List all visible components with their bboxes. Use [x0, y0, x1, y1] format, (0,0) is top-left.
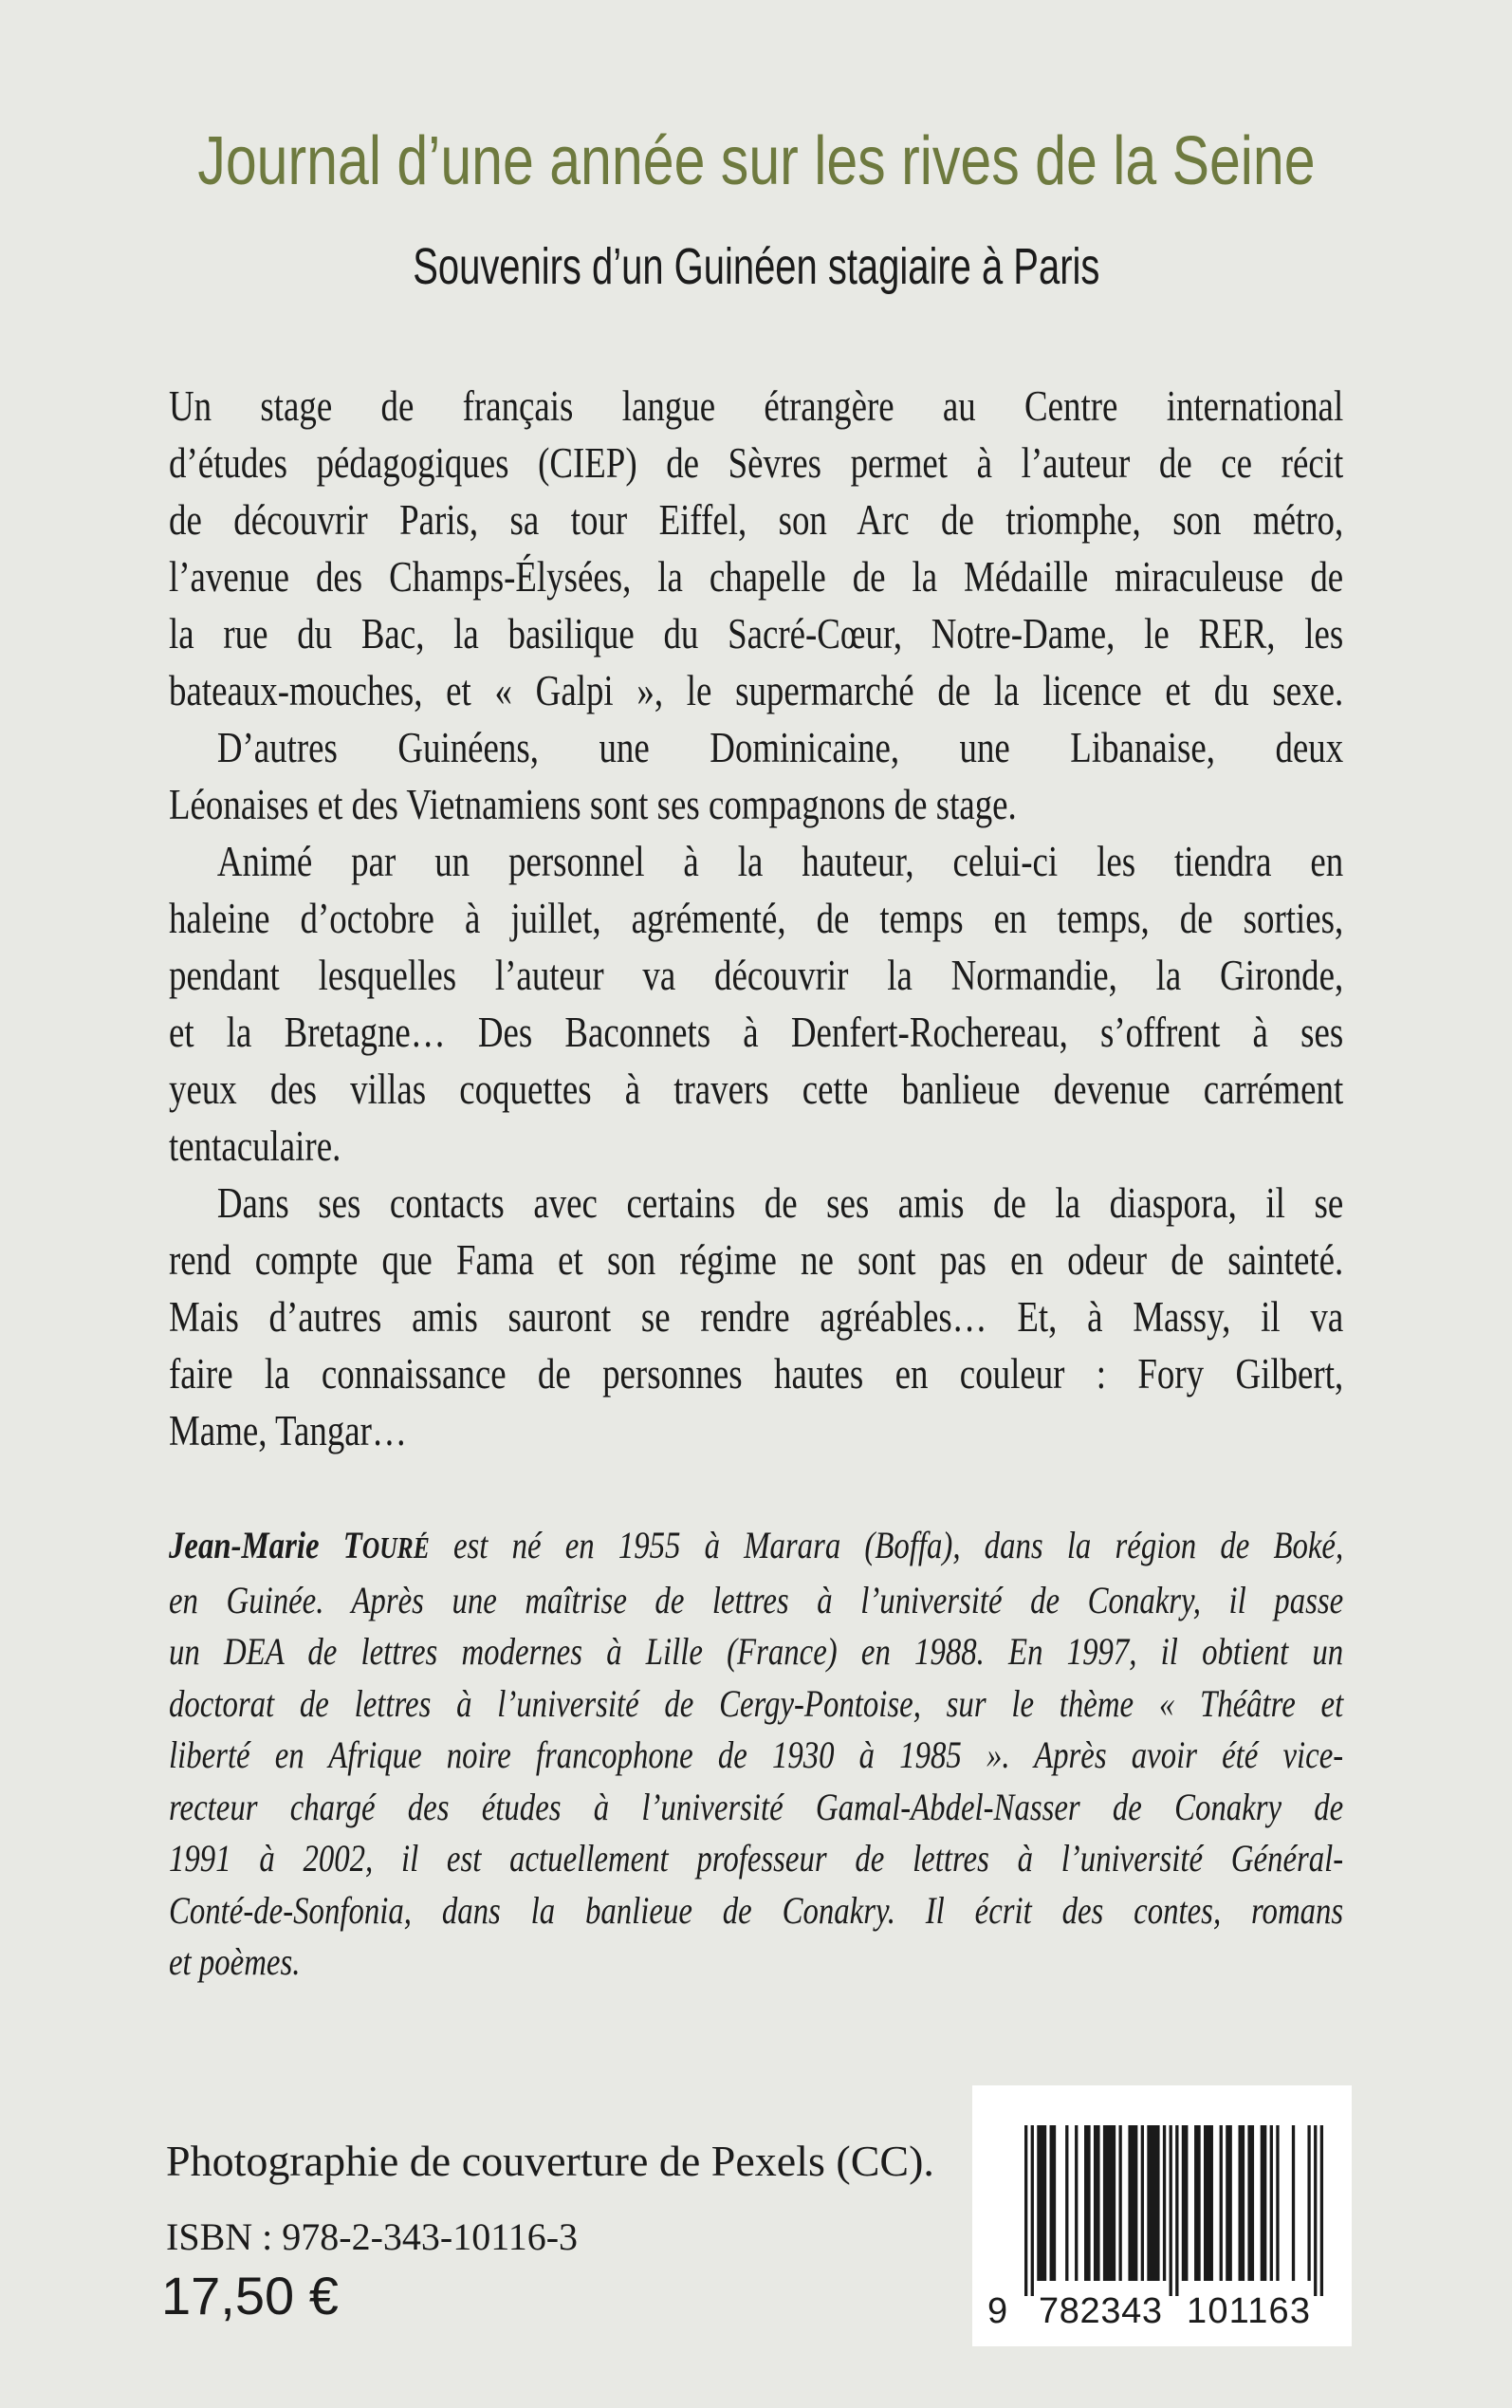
synopsis-line: D’autres Guinéens, une Dominicaine, une Libanaise, deux	[216, 724, 1344, 771]
ean13-barcode	[972, 2085, 1352, 2346]
book-title	[0, 125, 1512, 197]
isbn: ISBN : 978-2-343-10116-3	[166, 2215, 579, 2258]
synopsis-line: d’études pédagogiques (CIEP) de Sèvres permet à l’auteur de ce récit	[169, 439, 1344, 487]
author-bio	[169, 1520, 1343, 1989]
synopsis-line: Animé par un personnel à la hauteur, celui-ci les tiendra en	[216, 838, 1344, 885]
photo-credit: Photographie de couverture de Pexels (CC).	[166, 2137, 934, 2185]
synopsis-line: l’avenue des Champs-Élysées, la chapelle de la Médaille miraculeuse de	[169, 553, 1344, 601]
bio-line: liberté en Afrique noire francophone de 1930 à 1985 ». Après avoir été vice-	[169, 1733, 1344, 1776]
bio-text-segment: T	[342, 1524, 362, 1566]
bio-line	[169, 1520, 1343, 1575]
synopsis-line: la rue du Bac, la basilique du Sacré-Cœur, Notre-Dame, le RER, les	[169, 610, 1344, 658]
synopsis-line: tentaculaire.	[169, 1122, 341, 1170]
synopsis-line: faire la connaissance de personnes hautes en couleur : Fory Gilbert,	[169, 1350, 1344, 1398]
bio-text-segment: est né en 1955 à Marara (Boffa), dans la région de Boké,	[429, 1524, 1344, 1566]
book-subtitle-text: Souvenirs d’un Guinéen stagiaire à Paris	[412, 238, 1100, 295]
bio-line: Conté-de-Sonfonia, dans la banlieue de Conakry. Il écrit des contes, romans	[169, 1888, 1344, 1932]
synopsis-line: Dans ses contacts avec certains de ses amis de la diaspora, il se	[216, 1179, 1344, 1227]
barcode-digit-9: 9	[987, 2291, 1008, 2331]
synopsis-line: bateaux-mouches, et « Galpi », le supermarché de la licence et du sexe.	[169, 667, 1344, 714]
synopsis-line: de découvrir Paris, sa tour Eiffel, son Arc de triomphe, son métro,	[169, 496, 1344, 544]
bio-line: 1991 à 2002, il est actuellement professeur de lettres à l’université Général-	[169, 1837, 1344, 1880]
synopsis	[169, 378, 1343, 1459]
book-subtitle	[0, 239, 1512, 294]
synopsis-line: yeux des villas coquettes à travers cette banlieue devenue carrément	[169, 1065, 1344, 1113]
synopsis-line: haleine d’octobre à juillet, agrémenté, de temps en temps, de sorties,	[169, 895, 1344, 942]
bio-text-segment: Jean-Marie	[169, 1524, 343, 1566]
synopsis-line: Un stage de français langue étrangère au Centre international	[169, 382, 1344, 430]
barcode-panel	[972, 2085, 1352, 2346]
synopsis-line: Léonaises et des Vietnamiens sont ses compagnons de stage.	[169, 781, 1017, 828]
bio-line: en Guinée. Après une maîtrise de lettres à l’université de Conakry, il passe	[169, 1578, 1344, 1621]
synopsis-line: pendant lesquelles l’auteur va découvrir la Normandie, la Gironde,	[169, 952, 1344, 999]
bio-line: et poèmes.	[169, 1940, 301, 1983]
synopsis-line: Mame, Tangar…	[169, 1407, 407, 1454]
barcode-digits-right: 101163	[1187, 2291, 1310, 2331]
synopsis-line: et la Bretagne… Des Baconnets à Denfert-Rochereau, s’offrent à ses	[169, 1009, 1344, 1056]
barcode-bars	[1024, 2125, 1323, 2296]
synopsis-line: rend compte que Fama et son régime ne sont pas en odeur de sainteté.	[169, 1236, 1344, 1284]
synopsis-line: Mais d’autres amis sauront se rendre agréables… Et, à Massy, il va	[169, 1293, 1344, 1341]
barcode-digits-left: 782343	[1039, 2291, 1162, 2331]
bio-line: doctorat de lettres à l’université de Cergy-Pontoise, sur le thème « Théâtre et	[169, 1681, 1344, 1725]
bio-text-segment: OURÉ	[361, 1531, 430, 1565]
bio-line: recteur chargé des études à l’université Gamal-Abdel-Nasser de Conakry de	[169, 1785, 1344, 1828]
bio-line: un DEA de lettres modernes à Lille (France) en 1988. En 1997, il obtient un	[169, 1630, 1344, 1673]
book-title-text: Journal d’une année sur les rives de la Seine	[196, 123, 1316, 199]
price: 17,50 €	[161, 2266, 339, 2325]
